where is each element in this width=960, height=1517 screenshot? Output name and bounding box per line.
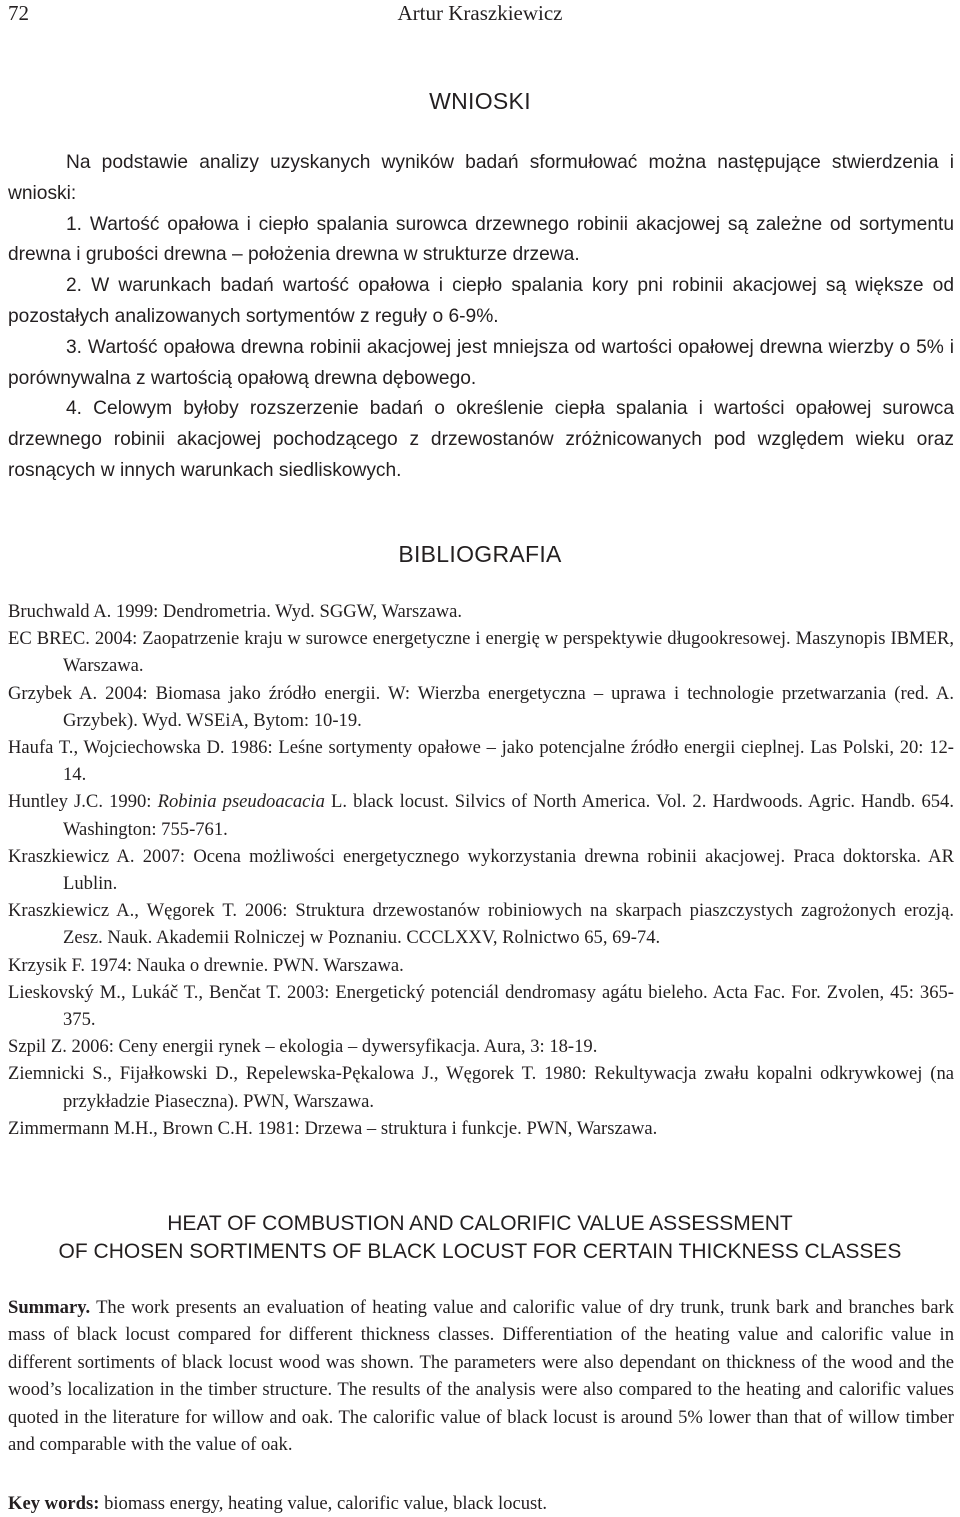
reference-text: Haufa T., Wojciechowska D. 1986: Leśne sortymenty opałowe – jako potencjalne źródło energii cieplnej. Las Polski, 20: 12-14. [8, 737, 954, 786]
conclusions-heading: WNIOSKI [429, 88, 531, 114]
conclusions-intro: Na podstawie analizy uzyskanych wyników badań sformułować można następujące stwierdzenia i wnioski: [8, 152, 954, 204]
reference-entry [8, 788, 954, 842]
english-title [0, 1210, 960, 1266]
summary-label: Summary. [8, 1297, 91, 1318]
reference-text: Ziemnicki S., Fijałkowski D., Repelewska-Pękalowa J., Węgorek T. 1980: Rekultywacja zwału kopalni odkrywkowej (na przykładzie Piaseczna). PWN, Warszawa. [8, 1063, 954, 1112]
reference-text: EC BREC. 2004: Zaopatrzenie kraju w surowce energetyczne i energię w perspektywie długookresowej. Maszynopis IBMER, Warszawa. [8, 628, 954, 677]
english-title-line: OF CHOSEN SORTIMENTS OF BLACK LOCUST FOR CERTAIN THICKNESS CLASSES [58, 1240, 902, 1263]
running-header [0, 0, 960, 30]
species-name: Robinia pseudoacacia [157, 791, 325, 813]
keywords-label: Key words: [8, 1493, 100, 1514]
reference-text: Huntley J.C. 1990: [8, 791, 158, 813]
reference-entry [8, 1060, 954, 1114]
reference-text: Zimmermann M.H., Brown C.H. 1981: Drzewa – struktura i funkcje. PWN, Warszawa. [8, 1117, 658, 1139]
reference-text: Lieskovský M., Lukáč T., Benčat T. 2003: Energetický potenciál dendromasy agátu bieleho. Acta Fac. For. Zvolen, 45: 365-375. [8, 981, 954, 1031]
keywords-text: biomass energy, heating value, calorific value, black locust. [99, 1493, 548, 1514]
reference-text: Kraszkiewicz A., Węgorek T. 2006: Struktura drzewostanów robiniowych na skarpach piaszczystych zagrożonych erozją. Zesz. Nauk. Akademii Rolniczej w Poznaniu. CCCLXXV, Rolnictwo 65, 69-74. [8, 900, 954, 949]
reference-text: Kraszkiewicz A. 2007: Ocena możliwości energetycznego wykorzystania drewna robinii akacjowej. Praca doktorska. AR Lublin. [8, 845, 954, 895]
keywords-line [8, 1490, 954, 1517]
reference-text: Szpil Z. 2006: Ceny energii rynek – ekologia – dywersyfikacja. Aura, 3: 18-19. [8, 1036, 598, 1058]
reference-text: Bruchwald A. 1999: Dendrometria. Wyd. SGGW, Warszawa. [8, 601, 463, 622]
summary-paragraph [8, 1294, 954, 1458]
summary-text: The work presents an evaluation of heating value and calorific value of dry trunk, trunk bark and branches bark mass of black locust compared for different thickness classes. Differentiation of the heating value and calorific value in different sortiments of black locust wood was shown. The parameters were also dependant on thickness of the wood and the wood’s localization in the timber structure. The results of the analysis were also compared to the heating and calorific values quoted in the literature for willow and oak. The calorific value of black locust is around 5% lower than that of willow timber and comparable with the value of oak. [8, 1297, 954, 1456]
reference-text: Krzysik F. 1974: Nauka o drewnie. PWN. Warszawa. [8, 954, 404, 976]
bibliography-heading: BIBLIOGRAFIA [398, 541, 562, 567]
bibliography-list [8, 598, 954, 1142]
reference-entry [8, 734, 954, 788]
reference-entry [8, 1115, 954, 1142]
page-number: 72 [8, 1, 29, 25]
conclusion-item: 2. W warunkach badań wartość opałowa i ciepło spalania kory pni robinii akacjowej są większe od pozostałych analizowanych sortymentów z reguły o 6-9%. [8, 275, 954, 327]
reference-entry [8, 979, 954, 1033]
conclusion-item: 4. Celowym byłoby rozszerzenie badań o określenie ciepła spalania i wartości opałowej surowca drzewnego robinii akacjowej pochodzącego z drzewostanów zróżnicowanych pod względem wieku oraz rosnących w innych warunkach siedliskowych. [8, 398, 954, 481]
reference-entry [8, 680, 954, 734]
reference-text: L. black locust. Silvics of North America. Vol. 2. Hardwoods. Agric. Handb. 654. Washington: 755-761. [63, 791, 955, 840]
conclusion-item: 3. Wartość opałowa drewna robinii akacjowej jest mniejsza od wartości opałowej drewna wierzby o 5% i porównywalna z wartością opałową drewna dębowego. [8, 336, 954, 389]
reference-entry [8, 1033, 954, 1060]
reference-entry [8, 897, 954, 951]
reference-entry [8, 952, 954, 979]
english-title-line: HEAT OF COMBUSTION AND CALORIFIC VALUE ASSESSMENT [167, 1212, 793, 1235]
reference-entry [8, 598, 954, 625]
running-author: Artur Kraszkiewicz [397, 1, 563, 25]
reference-entry [8, 843, 954, 897]
reference-entry [8, 625, 954, 679]
conclusion-item: 1. Wartość opałowa i ciepło spalania surowca drzewnego robinii akacjowej są zależne od sortymentu drewna i grubości drewna – położenia drewna w strukturze drzewa. [8, 213, 954, 266]
reference-text: Grzybek A. 2004: Biomasa jako źródło energii. W: Wierzba energetyczna – uprawa i technologie przetwarzania (red. A. Grzybek). Wyd. WSEiA, Bytom: 10-19. [8, 682, 954, 731]
conclusions-section [8, 148, 954, 487]
